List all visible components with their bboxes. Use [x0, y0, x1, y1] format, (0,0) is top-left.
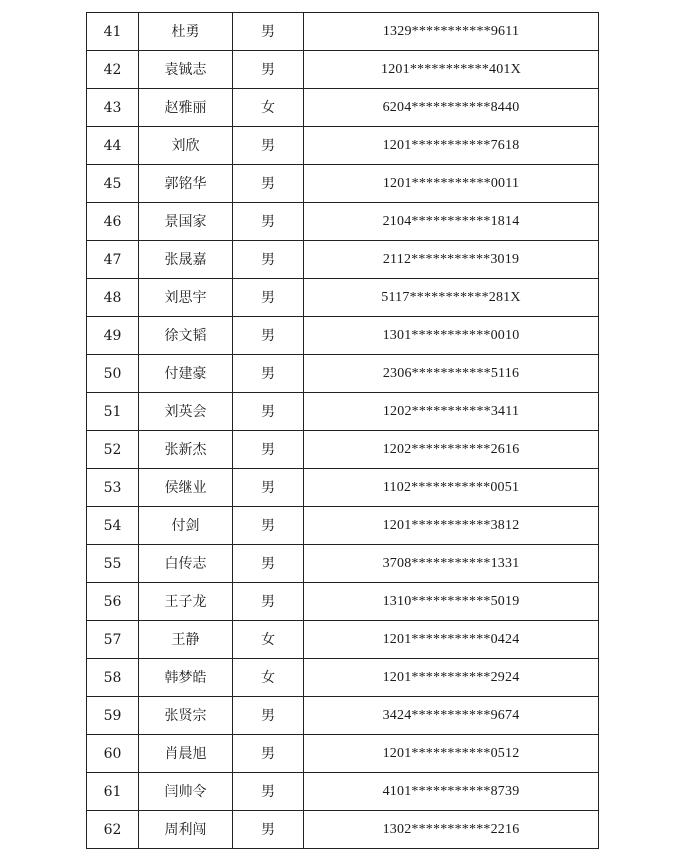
person-name: 白传志 — [139, 545, 233, 583]
row-number: 47 — [87, 241, 139, 279]
table-row — [87, 507, 599, 545]
person-name: 杜勇 — [139, 13, 233, 51]
gender: 男 — [233, 203, 304, 241]
person-name: 袁铖志 — [139, 51, 233, 89]
gender: 男 — [233, 51, 304, 89]
person-name: 王静 — [139, 621, 233, 659]
row-number: 44 — [87, 127, 139, 165]
id-number: 1301***********0010 — [304, 317, 599, 355]
id-number: 1302***********2216 — [304, 811, 599, 849]
gender: 男 — [233, 13, 304, 51]
table-row — [87, 317, 599, 355]
table-row — [87, 545, 599, 583]
table-row — [87, 13, 599, 51]
row-number: 42 — [87, 51, 139, 89]
table-row — [87, 811, 599, 849]
roster-table-body — [87, 13, 599, 849]
id-number: 6204***********8440 — [304, 89, 599, 127]
gender: 男 — [233, 773, 304, 811]
person-name: 刘英会 — [139, 393, 233, 431]
id-number: 1310***********5019 — [304, 583, 599, 621]
gender: 男 — [233, 545, 304, 583]
table-row — [87, 279, 599, 317]
table-row — [87, 469, 599, 507]
row-number: 45 — [87, 165, 139, 203]
table-row — [87, 659, 599, 697]
row-number: 59 — [87, 697, 139, 735]
id-number: 1201***********2924 — [304, 659, 599, 697]
gender: 男 — [233, 507, 304, 545]
table-row — [87, 393, 599, 431]
row-number: 50 — [87, 355, 139, 393]
person-name: 刘思宇 — [139, 279, 233, 317]
person-name: 景国家 — [139, 203, 233, 241]
gender: 男 — [233, 165, 304, 203]
row-number: 54 — [87, 507, 139, 545]
row-number: 43 — [87, 89, 139, 127]
id-number: 1329***********9611 — [304, 13, 599, 51]
person-name: 徐文韬 — [139, 317, 233, 355]
gender: 男 — [233, 317, 304, 355]
row-number: 46 — [87, 203, 139, 241]
row-number: 60 — [87, 735, 139, 773]
id-number: 1202***********3411 — [304, 393, 599, 431]
id-number: 1102***********0051 — [304, 469, 599, 507]
person-name: 张新杰 — [139, 431, 233, 469]
gender: 男 — [233, 811, 304, 849]
gender: 男 — [233, 469, 304, 507]
table-row — [87, 51, 599, 89]
person-name: 付剑 — [139, 507, 233, 545]
gender: 女 — [233, 659, 304, 697]
table-row — [87, 697, 599, 735]
person-name: 侯继业 — [139, 469, 233, 507]
person-name: 张晟嘉 — [139, 241, 233, 279]
person-name: 韩梦皓 — [139, 659, 233, 697]
id-number: 1201***********401X — [304, 51, 599, 89]
person-name: 闫帅令 — [139, 773, 233, 811]
id-number: 1201***********0512 — [304, 735, 599, 773]
id-number: 3708***********1331 — [304, 545, 599, 583]
row-number: 49 — [87, 317, 139, 355]
id-number: 1202***********2616 — [304, 431, 599, 469]
id-number: 1201***********3812 — [304, 507, 599, 545]
gender: 男 — [233, 431, 304, 469]
roster-table — [86, 12, 599, 849]
id-number: 5117***********281X — [304, 279, 599, 317]
person-name: 郭铭华 — [139, 165, 233, 203]
gender: 男 — [233, 127, 304, 165]
id-number: 1201***********0011 — [304, 165, 599, 203]
id-number: 2112***********3019 — [304, 241, 599, 279]
gender: 男 — [233, 735, 304, 773]
table-row — [87, 621, 599, 659]
table-row — [87, 583, 599, 621]
person-name: 周利闯 — [139, 811, 233, 849]
row-number: 55 — [87, 545, 139, 583]
person-name: 刘欣 — [139, 127, 233, 165]
table-row — [87, 735, 599, 773]
row-number: 58 — [87, 659, 139, 697]
gender: 男 — [233, 241, 304, 279]
person-name: 王子龙 — [139, 583, 233, 621]
gender: 男 — [233, 393, 304, 431]
id-number: 2104***********1814 — [304, 203, 599, 241]
gender: 女 — [233, 621, 304, 659]
table-row — [87, 773, 599, 811]
table-row — [87, 203, 599, 241]
gender: 男 — [233, 355, 304, 393]
row-number: 61 — [87, 773, 139, 811]
table-row — [87, 431, 599, 469]
gender: 女 — [233, 89, 304, 127]
person-name: 肖晨旭 — [139, 735, 233, 773]
table-row — [87, 127, 599, 165]
id-number: 1201***********0424 — [304, 621, 599, 659]
id-number: 2306***********5116 — [304, 355, 599, 393]
row-number: 56 — [87, 583, 139, 621]
person-name: 付建豪 — [139, 355, 233, 393]
id-number: 4101***********8739 — [304, 773, 599, 811]
gender: 男 — [233, 279, 304, 317]
table-row — [87, 89, 599, 127]
row-number: 52 — [87, 431, 139, 469]
person-name: 张贤宗 — [139, 697, 233, 735]
id-number: 1201***********7618 — [304, 127, 599, 165]
row-number: 62 — [87, 811, 139, 849]
row-number: 48 — [87, 279, 139, 317]
gender: 男 — [233, 697, 304, 735]
table-row — [87, 241, 599, 279]
row-number: 53 — [87, 469, 139, 507]
person-name: 赵雅丽 — [139, 89, 233, 127]
row-number: 51 — [87, 393, 139, 431]
row-number: 41 — [87, 13, 139, 51]
row-number: 57 — [87, 621, 139, 659]
gender: 男 — [233, 583, 304, 621]
table-row — [87, 165, 599, 203]
id-number: 3424***********9674 — [304, 697, 599, 735]
table-row — [87, 355, 599, 393]
